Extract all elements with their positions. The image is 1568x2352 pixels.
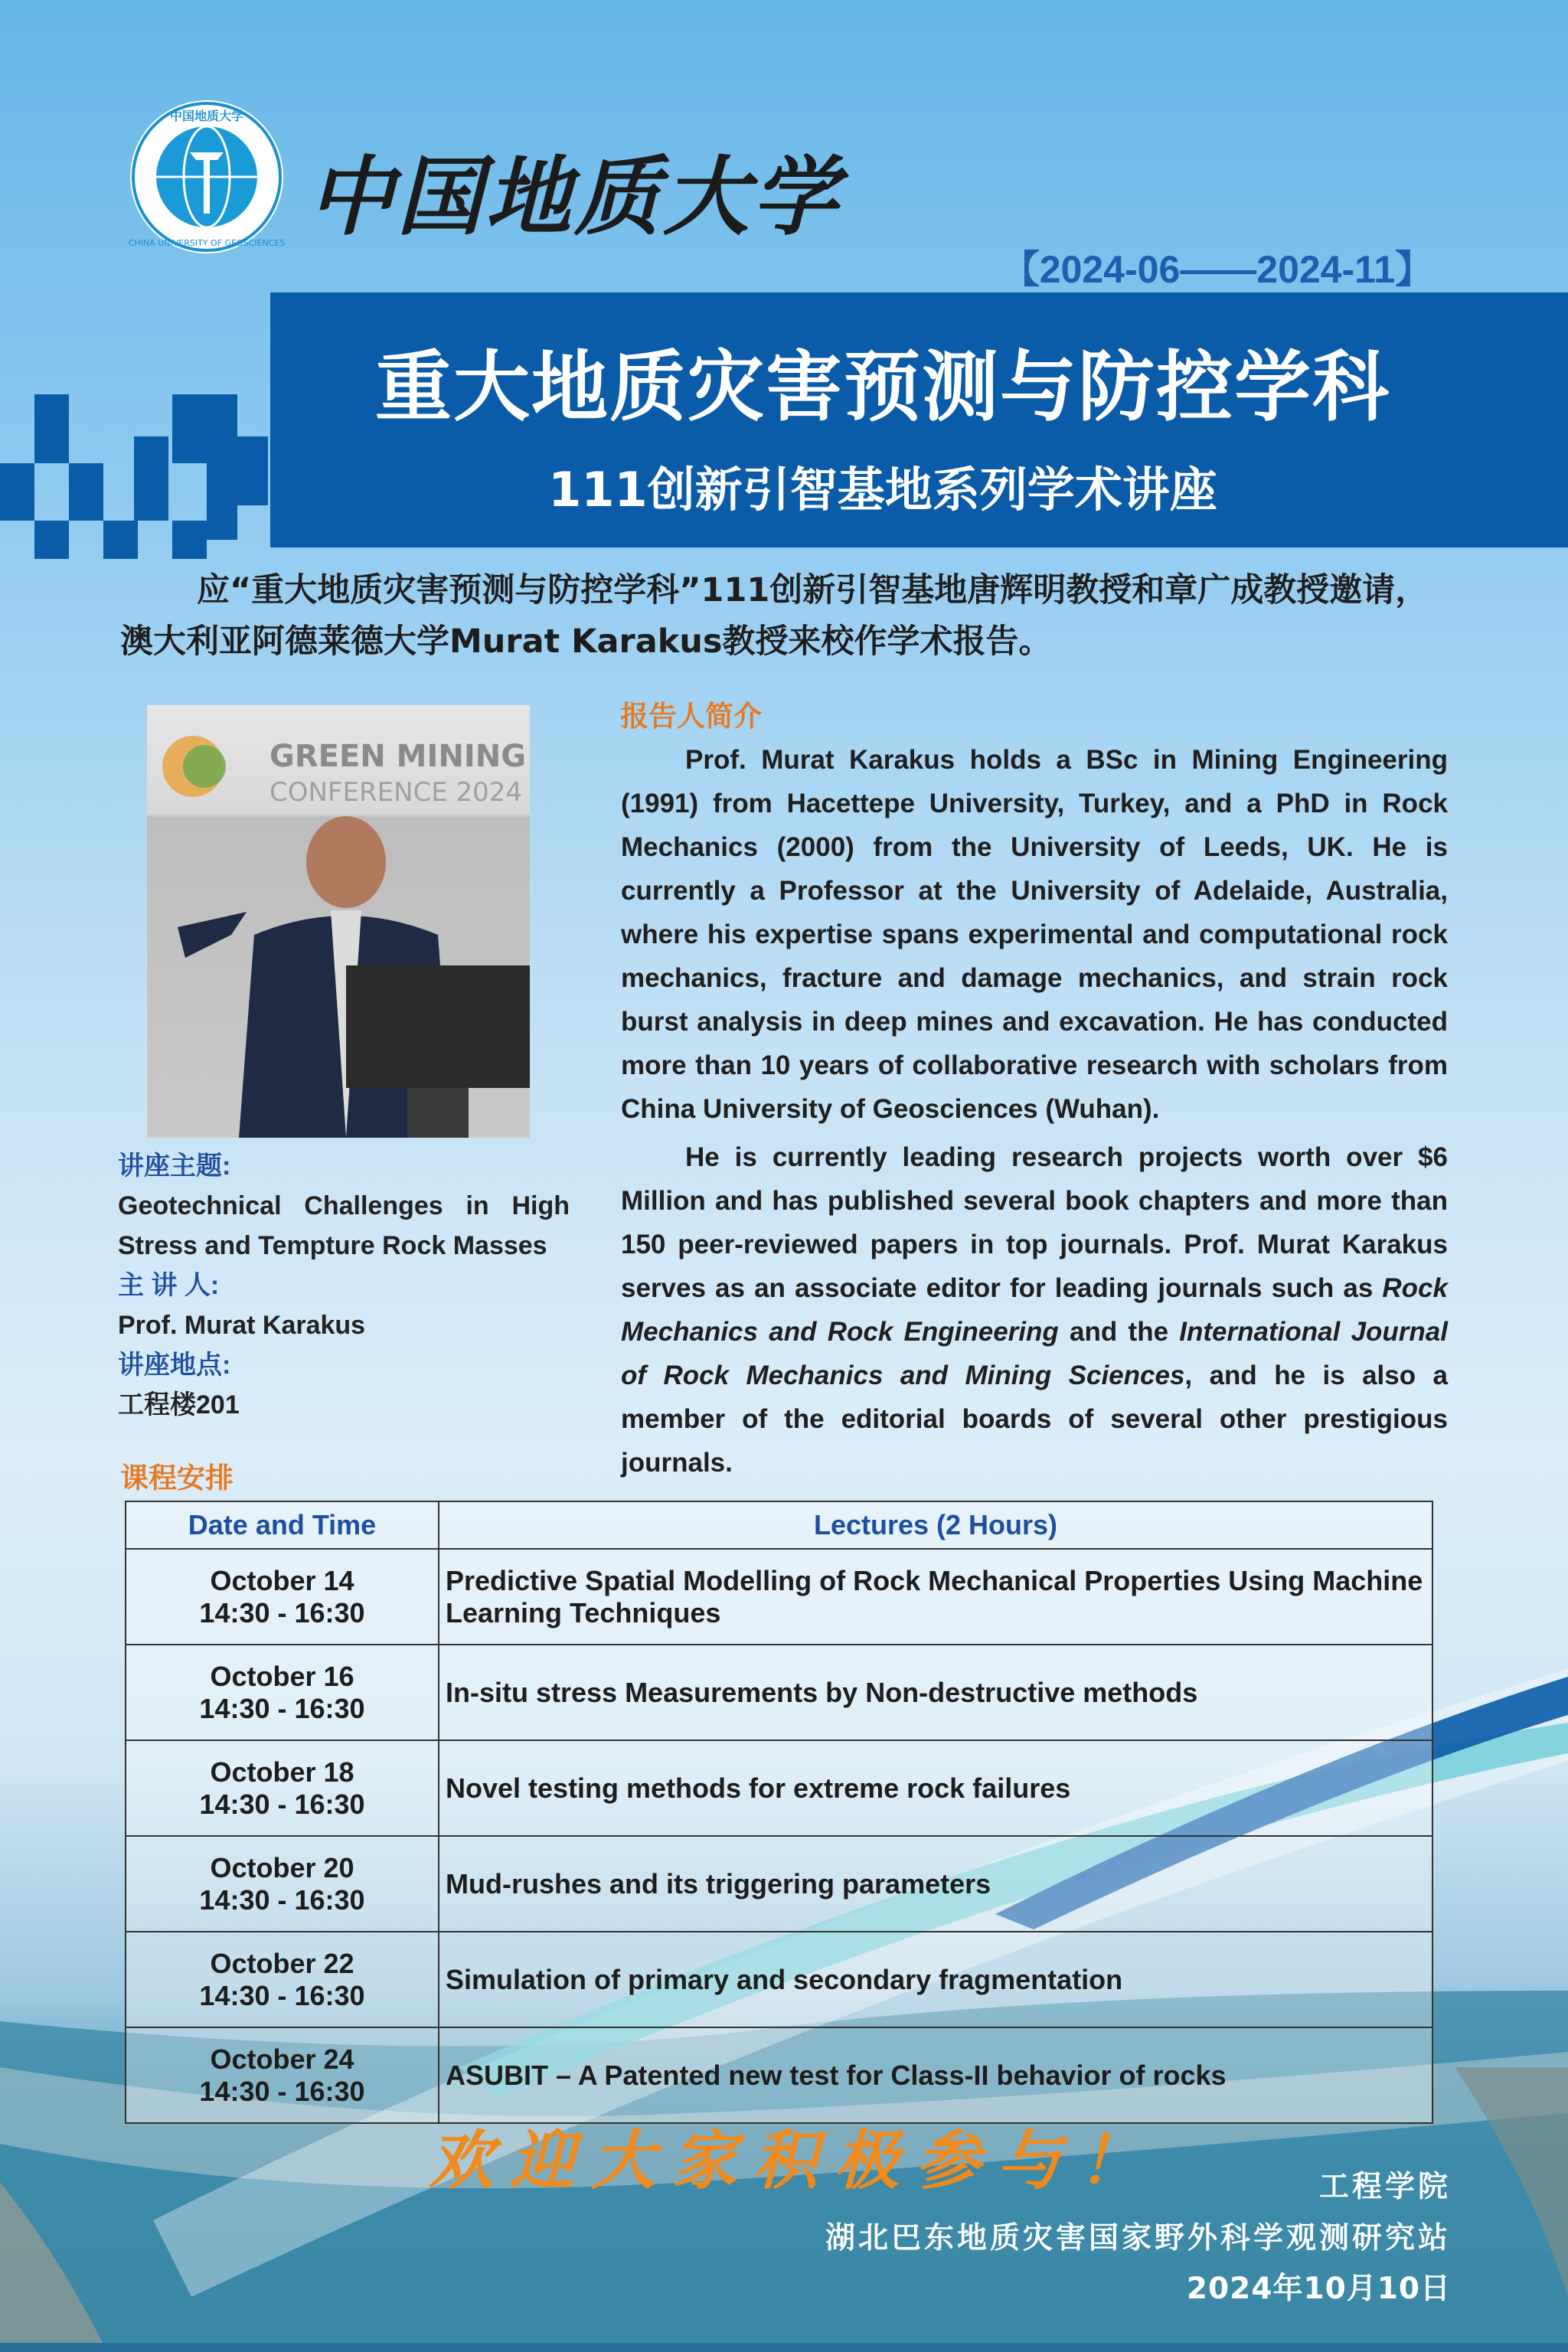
lecture-title: Predictive Spatial Modelling of Rock Mechanical Properties Using Machine Learning Techniques [439, 1549, 1432, 1645]
venue-label: 讲座地点: [118, 1351, 231, 1380]
venue-value: 工程楼201 [118, 1390, 240, 1419]
photo-backdrop-text: GREEN MINING [270, 739, 527, 774]
journal-name: Rock Mechanics and Rock Engineering [621, 1273, 1448, 1347]
checker-pattern [0, 394, 268, 559]
footer-org-1: 工程学院 [1318, 2170, 1451, 2204]
lecture-time: 14:30 - 16:30 [199, 2075, 365, 2107]
journal-name: International Journal of Rock Mechanics and Mining Sciences [621, 1317, 1448, 1390]
lecture-date: October 20 [210, 1851, 354, 1883]
topic-label: 讲座主题: [118, 1152, 231, 1181]
lecture-date: October 16 [210, 1660, 354, 1692]
photo-backdrop-text-2: CONFERENCE 2024 [270, 777, 523, 808]
lecture-title: ASUBIT – A Patented new test for Class-II behavior of rocks [439, 2027, 1432, 2123]
lecture-title: Novel testing methods for extreme rock failures [439, 1740, 1432, 1836]
bio-text: , and he is also a member of the editorial boards of several other prestigious journals. [621, 1361, 1448, 1478]
lecture-time: 14:30 - 16:30 [199, 1788, 365, 1820]
lecture-time: 14:30 - 16:30 [199, 1692, 365, 1724]
schedule-row [126, 1645, 1432, 1740]
university-logo [129, 99, 285, 255]
intro-paragraph: 应“重大地质灾害预测与防控学科”111创新引智基地唐辉明教授和章广成教授邀请，澳大利亚阿德莱德大学Murat Karakus教授来校作学术报告。 [120, 571, 1429, 661]
lecture-date: October 14 [210, 1564, 354, 1596]
date-time-cell [126, 1549, 439, 1645]
date-time-cell [126, 1836, 439, 1932]
bio-text: He is currently leading research projects worth over $6 Million and has published several book chapters and more than 150 peer-reviewed papers in top journals. Prof. Murat Karakus serves as an associate editor for leading journals such as [621, 1142, 1448, 1303]
date-time-cell [126, 1645, 439, 1740]
topic-value: Geotechnical Challenges in High Stress and Tempture Rock Masses [118, 1191, 570, 1260]
bio-paragraph-2 [621, 1135, 1448, 1485]
lecture-title: In-situ stress Measurements by Non-destructive methods [439, 1645, 1432, 1740]
footer-org-2: 湖北巴东地质灾害国家野外科学观测研究站 [825, 2221, 1451, 2256]
date-range: 【2024-06——2024-11】 [1001, 248, 1433, 291]
date-time-cell [126, 2027, 439, 2123]
university-name: 中国地质大学 [308, 147, 841, 247]
lecture-time: 14:30 - 16:30 [199, 1596, 365, 1628]
lecture-title: Simulation of primary and secondary fragmentation [439, 1932, 1432, 2027]
schedule-row [126, 1549, 1432, 1645]
lecture-time: 14:30 - 16:30 [199, 1979, 365, 2011]
schedule-row [126, 1836, 1432, 1932]
bio-paragraph-1: Prof. Murat Karakus holds a BSc in Mining Engineering (1991) from Hacettepe University, Turkey, and a PhD in Rock Mechanics (2000) from the University of Leeds, UK. He is currently a Professor at the University of Adelaide, Australia, where his expertise spans experimental and computational rock mechanics, fracture and damage mechanics, and strain rock burst analysis in deep mines and excavation. He has conducted more than 10 years of collaborative research with scholars from China University of Geosciences (Wuhan). [621, 745, 1448, 1124]
lecture-date: October 18 [210, 1756, 354, 1788]
col-header-date: Date and Time [126, 1501, 439, 1549]
schedule-row [126, 1740, 1432, 1836]
lecture-date: October 24 [210, 2043, 354, 2075]
schedule-table [125, 1501, 1433, 2124]
lecture-title: Mud-rushes and its triggering parameters [439, 1836, 1432, 1932]
poster-title: 重大地质灾害预测与防控学科 [375, 342, 1390, 432]
lecture-info [118, 1146, 577, 1425]
schedule-row [126, 1932, 1432, 2027]
bio-heading: 报告人简介 [620, 700, 762, 733]
svg-text:CHINA UNIVERSITY OF GEOSCIENCE: CHINA UNIVERSITY OF GEOSCIENCES [129, 238, 285, 248]
university-seal-icon [129, 99, 285, 255]
schedule-heading: 课程安排 [120, 1462, 234, 1494]
date-time-cell [126, 1740, 439, 1836]
footer-date: 2024年10月10日 [1186, 2272, 1451, 2306]
bio-text: and the [1058, 1317, 1180, 1347]
date-time-cell [126, 1932, 439, 2027]
speaker-photo [147, 705, 530, 1138]
poster-subtitle: 111创新引智基地系列学术讲座 [548, 462, 1217, 518]
lecture-time: 14:30 - 16:30 [199, 1883, 365, 1916]
svg-text:中国地质大学: 中国地质大学 [169, 109, 244, 123]
welcome-slogan: 欢迎大家积极参与！ [429, 2122, 1160, 2198]
speaker-value: Prof. Murat Karakus [118, 1311, 366, 1340]
speaker-head [306, 816, 386, 908]
speaker-label: 主 讲 人: [118, 1271, 220, 1300]
speaker-bio [621, 738, 1448, 1485]
col-header-lecture: Lectures (2 Hours) [439, 1501, 1432, 1549]
lecture-date: October 22 [210, 1947, 354, 1979]
